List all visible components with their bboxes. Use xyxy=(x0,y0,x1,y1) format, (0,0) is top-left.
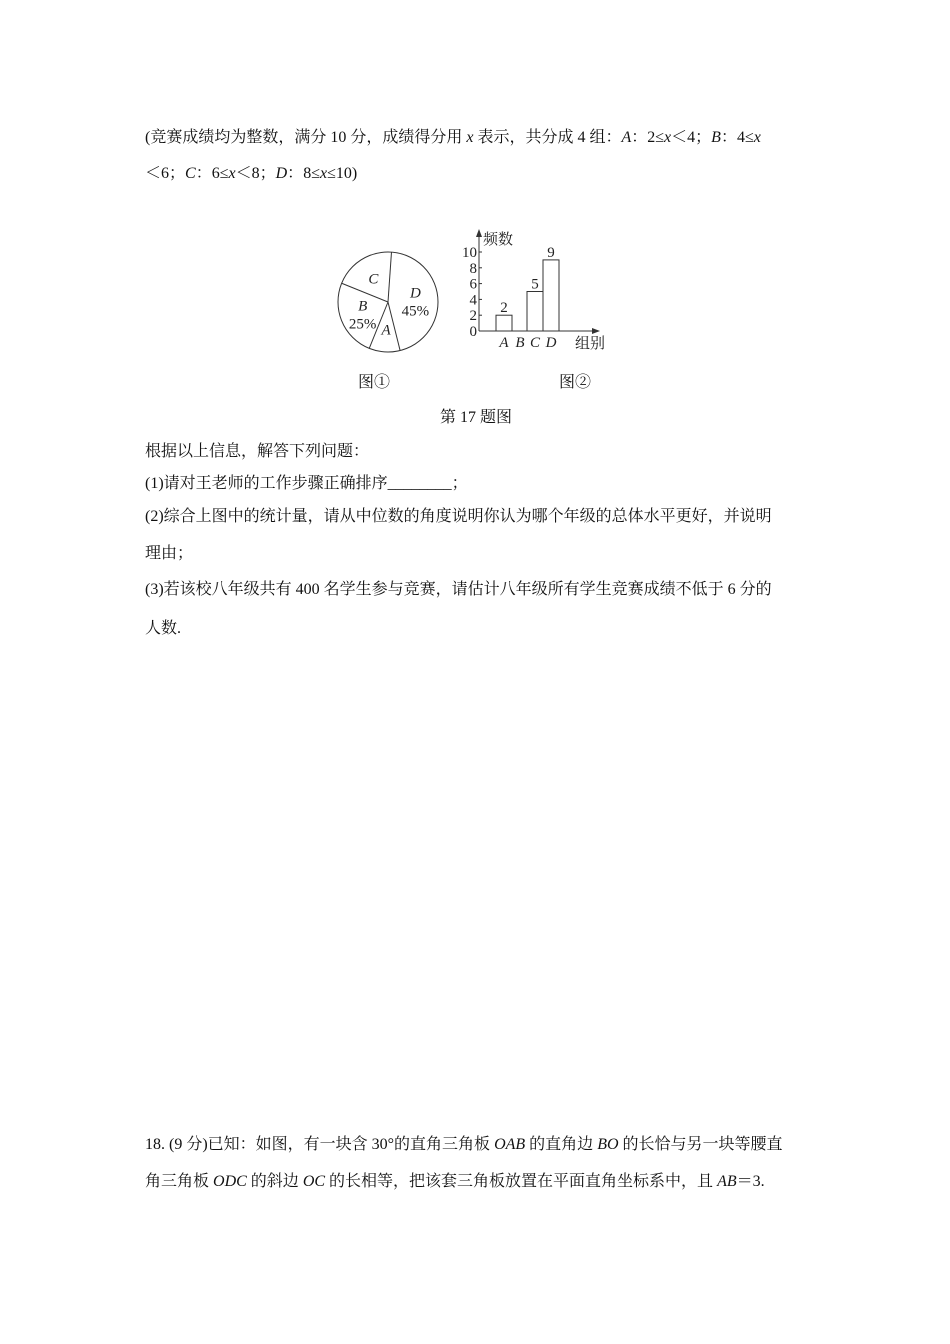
text: 2≤ xyxy=(647,129,665,146)
text: 6≤ xyxy=(211,165,229,182)
bar-chart xyxy=(450,225,620,355)
y-tick-label: 10 xyxy=(462,245,477,261)
x-tick-label: C xyxy=(529,335,541,351)
text: ： xyxy=(195,165,212,182)
var: x xyxy=(319,165,328,182)
x-tick-label: B xyxy=(515,335,525,351)
text: 的斜边 xyxy=(246,1173,303,1190)
var: BO xyxy=(597,1136,619,1153)
var: B xyxy=(711,129,721,146)
bar-data-label: 2 xyxy=(500,300,508,317)
bar xyxy=(496,315,512,331)
question-3-line-2: 人数. xyxy=(145,620,182,637)
text: 的直角边 xyxy=(525,1136,598,1153)
y-tick-label: 6 xyxy=(469,276,477,293)
x-axis-label: 组别 xyxy=(575,336,606,352)
x-tick-label: A xyxy=(499,335,509,351)
var: x xyxy=(664,129,672,146)
pie-chart xyxy=(330,240,450,365)
text: ≤10) xyxy=(327,165,358,182)
text: ： xyxy=(720,129,737,146)
bar-data-label: 9 xyxy=(547,244,555,261)
var: A xyxy=(621,129,632,146)
text: ： xyxy=(287,165,304,182)
intro-line-2 xyxy=(145,164,357,184)
fig1-label: 图① xyxy=(358,374,391,391)
text: 的长相等，把该套三角板放置在平面直角坐标系中，且 xyxy=(325,1173,718,1190)
q18-line-1 xyxy=(145,1135,783,1155)
y-tick-label: 8 xyxy=(469,260,477,277)
x-axis-arrow xyxy=(592,328,600,334)
pie-slice-label: B xyxy=(358,298,368,315)
bar xyxy=(543,260,559,331)
var: x xyxy=(753,129,761,146)
pie-slice-label: C xyxy=(368,271,379,288)
var: OC xyxy=(302,1173,326,1190)
intro-line-1 xyxy=(145,128,761,148)
text: 表示，共分成 4 组： xyxy=(473,129,622,146)
text: 18. (9 分)已知：如图，有一块含 30°的直角三角板 xyxy=(145,1136,495,1153)
q18-line-2 xyxy=(145,1172,765,1192)
y-tick-label: 4 xyxy=(469,292,477,309)
x-tick-label: D xyxy=(545,335,557,351)
fig2-label: 图② xyxy=(559,374,592,391)
text: 4≤ xyxy=(736,129,754,146)
var: ODC xyxy=(213,1173,247,1190)
pie-slice-label: A xyxy=(381,322,391,339)
pie-slice-boundary xyxy=(388,252,391,302)
y-tick-label: 2 xyxy=(469,308,477,325)
y-axis-label: 频数 xyxy=(483,232,514,248)
pie-slice-label: D xyxy=(409,285,421,302)
var: x xyxy=(228,165,236,182)
text: 8≤ xyxy=(303,165,320,182)
question-2-line-1: (2)综合上图中的统计量，请从中位数的角度说明你认为哪个年级的总体水平更好，并说明 xyxy=(145,508,772,525)
text: 角三角板 xyxy=(145,1173,214,1190)
pie-data-label: 45% xyxy=(401,303,430,320)
bar xyxy=(527,292,543,332)
text: ＜4； xyxy=(671,129,712,146)
var: D xyxy=(275,165,288,182)
text: ＝3. xyxy=(736,1173,765,1190)
question-2-line-2: 理由； xyxy=(145,545,194,562)
text: ： xyxy=(631,129,648,146)
var: AB xyxy=(717,1173,737,1190)
questions-lead: 根据以上信息，解答下列问题： xyxy=(145,443,370,460)
text: 的长恰与另一块等腰直 xyxy=(618,1136,783,1153)
var: C xyxy=(185,165,196,182)
var: x xyxy=(466,129,474,146)
question-1: (1)请对王老师的工作步骤正确排序________； xyxy=(145,475,468,492)
text: ＜8； xyxy=(235,165,276,182)
text: (竞赛成绩均为整数，满分 10 分，成绩得分用 xyxy=(145,129,467,146)
figure-caption: 第 17 题图 xyxy=(440,409,513,426)
bar-data-label: 5 xyxy=(531,276,539,293)
text: ＜6； xyxy=(145,165,186,182)
pie-data-label: 25% xyxy=(348,316,377,333)
var: OAB xyxy=(494,1136,526,1153)
y-axis-arrow xyxy=(476,229,482,237)
y-tick-label: 0 xyxy=(469,324,477,340)
question-3-line-1: (3)若该校八年级共有 400 名学生参与竞赛，请估计八年级所有学生竞赛成绩不低于 6 分的 xyxy=(145,581,772,598)
